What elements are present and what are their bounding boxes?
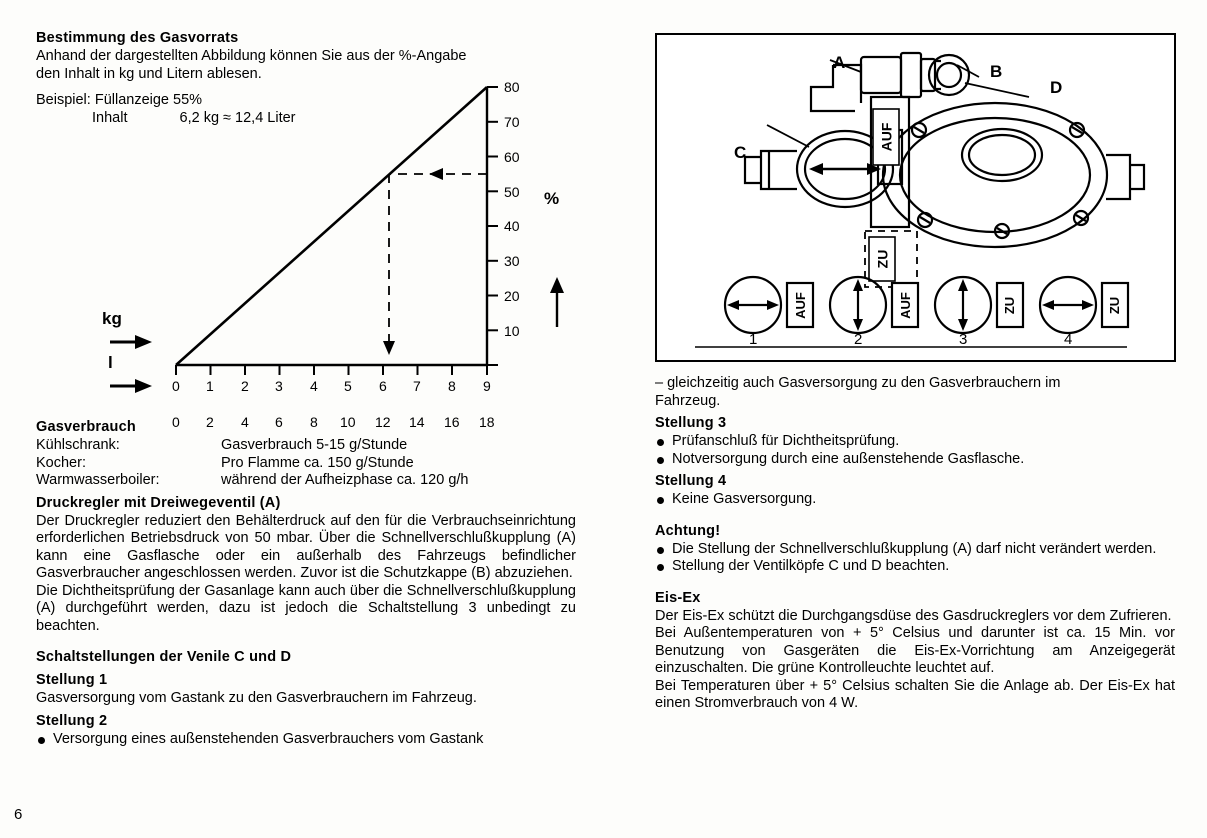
page-number: 6 <box>14 806 23 823</box>
intro-line-1: Anhand der dargestellten Abbildung können Sie aus der %-Angabe <box>36 48 467 64</box>
xtick-liter: 14 <box>409 414 425 430</box>
right-column <box>655 375 1175 713</box>
body-label-auf: AUF <box>878 122 894 152</box>
intro-line-2: den Inhalt in kg und Litern ablesen. <box>36 65 262 82</box>
example-label-2: Inhalt <box>92 109 128 126</box>
callout-a: A <box>833 53 846 72</box>
paragraph-stellung-1: Gasversorgung vom Gastank zu den Gasverbrauchern im Fahrzeug. <box>36 690 477 706</box>
xtick-liter: 2 <box>206 414 214 430</box>
example-value: Füllanzeige 55% <box>94 92 203 108</box>
ytick-80: 80 <box>504 79 520 95</box>
consumption-row <box>36 437 576 455</box>
bullet-achtung-1: Die Stellung der Schnellverschlußkupplung (A) darf nicht verändert werden. <box>655 541 1175 559</box>
heading-eis-ex: Eis-Ex <box>655 589 701 606</box>
consumption-item: Kühlschrank: <box>36 437 120 453</box>
ytick-20: 20 <box>504 288 520 304</box>
xtick-liter: 8 <box>310 414 318 430</box>
xtick-kg: 0 <box>172 378 180 394</box>
xtick-kg: 8 <box>448 378 456 394</box>
bullet-achtung-2: Stellung der Ventilköpfe C und D beachten. <box>655 558 1175 576</box>
chart-svg <box>36 55 576 425</box>
xtick-kg: 3 <box>275 378 283 394</box>
ytick-40: 40 <box>504 218 520 234</box>
bullet-stellung-3-2: Notversorgung durch eine außenstehende Gasflasche. <box>655 451 1175 469</box>
consumption-value: Pro Flamme ca. 150 g/Stunde <box>221 454 414 471</box>
heading-stellung-2: Stellung 2 <box>36 712 108 729</box>
position-1-tag: AUF <box>792 291 808 319</box>
position-4-tag: ZU <box>1107 296 1123 314</box>
callout-c: C <box>734 143 747 162</box>
callout-d: D <box>1050 78 1063 97</box>
kg-axis-label: kg <box>102 309 122 328</box>
ytick-50: 50 <box>504 184 520 200</box>
heading-gasvorrat: Bestimmung des Gasvorrats <box>36 30 239 46</box>
heading-gasverbrauch: Gasverbrauch <box>36 419 136 435</box>
liter-axis-label: l <box>108 353 113 372</box>
consumption-row <box>36 472 576 490</box>
position-2-number: 2 <box>854 331 863 348</box>
heading-schaltstellungen: Schaltstellungen der Venile C und D <box>36 649 292 665</box>
callout-b: B <box>990 62 1003 81</box>
ytick-10: 10 <box>504 323 520 339</box>
heading-druckregler: Druckregler mit Dreiwegeventil (A) <box>36 494 281 511</box>
body-label-zu: ZU <box>873 249 890 269</box>
consumption-row <box>36 455 576 473</box>
consumption-value: während der Aufheizphase ca. 120 g/h <box>221 472 469 488</box>
example-value-2: 6,2 kg ≈ 12,4 Liter <box>179 109 296 126</box>
position-2-tag: AUF <box>897 291 913 319</box>
ytick-70: 70 <box>504 114 520 130</box>
position-3-tag: ZU <box>1002 296 1018 314</box>
continuation-line-2: Fahrzeug. <box>655 392 721 409</box>
paragraph-druckregler: Der Druckregler reduziert den Behälterdruck auf den für die Verbrauchseinrichtung erforderlichen Betriebsdruck von 50 mbar. Über die Schnellverschlußkupplung (A) kann eine Gasflasche oder ein außerhalb des Fahrzeugs befindlicher Gasverbraucher angeschlossen werden. Zuvor ist die Schutzkappe (B) abzuziehen. <box>36 512 576 581</box>
bullet-stellung-2: Versorgung eines außenstehenden Gasverbrauchers vom Gastank <box>36 731 576 749</box>
bullet-stellung-4-1: Keine Gasversorgung. <box>655 491 1175 509</box>
consumption-item: Warmwasserboiler: <box>36 472 160 488</box>
paragraph-eisex-3: Bei Temperaturen über + 5° Celsius schalten Sie die Anlage ab. Der Eis-Ex hat einen Stromverbrauch von 4 W. <box>655 677 1175 711</box>
continuation-line-1: – gleichzeitig auch Gasversorgung zu den Gasverbrauchern im <box>655 375 1061 391</box>
xtick-kg: 6 <box>379 378 387 394</box>
position-1-number: 1 <box>749 331 758 348</box>
xtick-kg: 2 <box>241 378 249 394</box>
xtick-liter: 16 <box>444 414 460 430</box>
position-4-number: 4 <box>1064 331 1073 348</box>
percent-axis-label: % <box>544 189 560 208</box>
consumption-value: Gasverbrauch 5-15 g/Stunde <box>221 437 408 453</box>
paragraph-eisex-1: Der Eis-Ex schützt die Durchgangsdüse des Gasdruckreglers vor dem Zufrieren. <box>655 607 1172 624</box>
heading-stellung-1: Stellung 1 <box>36 672 108 688</box>
left-column-lower <box>36 419 576 748</box>
xtick-liter: 4 <box>241 414 249 430</box>
position-3-number: 3 <box>959 331 968 348</box>
xtick-kg: 4 <box>310 378 318 394</box>
paragraph-eisex-2: Bei Außentemperaturen von + 5° Celsius und darunter ist ca. 15 Min. vor Benutzung von Gasgeräten die Eis-Ex-Vorrichtung am Anzeigegerät einzuschalten. Die grüne Kontrolleuchte leuchtet auf. <box>655 625 1175 676</box>
xtick-liter: 12 <box>375 414 391 430</box>
paragraph-dichtheit: Die Dichtheitsprüfung der Gasanlage kann auch über die Schnellverschlußkupplung (A) durchgeführt werden, dazu ist jedoch die Schaltstellung 3 unbedingt zu beachten. <box>36 582 576 634</box>
xtick-kg: 9 <box>483 378 491 394</box>
ytick-60: 60 <box>504 149 520 165</box>
xtick-kg: 5 <box>344 378 352 394</box>
xtick-liter: 10 <box>340 414 356 430</box>
xtick-kg: 1 <box>206 378 214 394</box>
xtick-liter: 6 <box>275 414 283 430</box>
bullet-stellung-3-1: Prüfanschluß für Dichtheitsprüfung. <box>655 433 1175 451</box>
consumption-item: Kocher: <box>36 454 86 471</box>
xtick-liter: 0 <box>172 414 180 430</box>
ytick-30: 30 <box>504 253 520 269</box>
heading-stellung-3: Stellung 3 <box>655 415 727 431</box>
example-label: Beispiel: <box>36 92 91 108</box>
regulator-diagram <box>655 33 1176 362</box>
heading-stellung-4: Stellung 4 <box>655 473 727 489</box>
xtick-liter: 18 <box>479 414 495 430</box>
heading-achtung: Achtung! <box>655 522 721 539</box>
xtick-kg: 7 <box>413 378 421 394</box>
